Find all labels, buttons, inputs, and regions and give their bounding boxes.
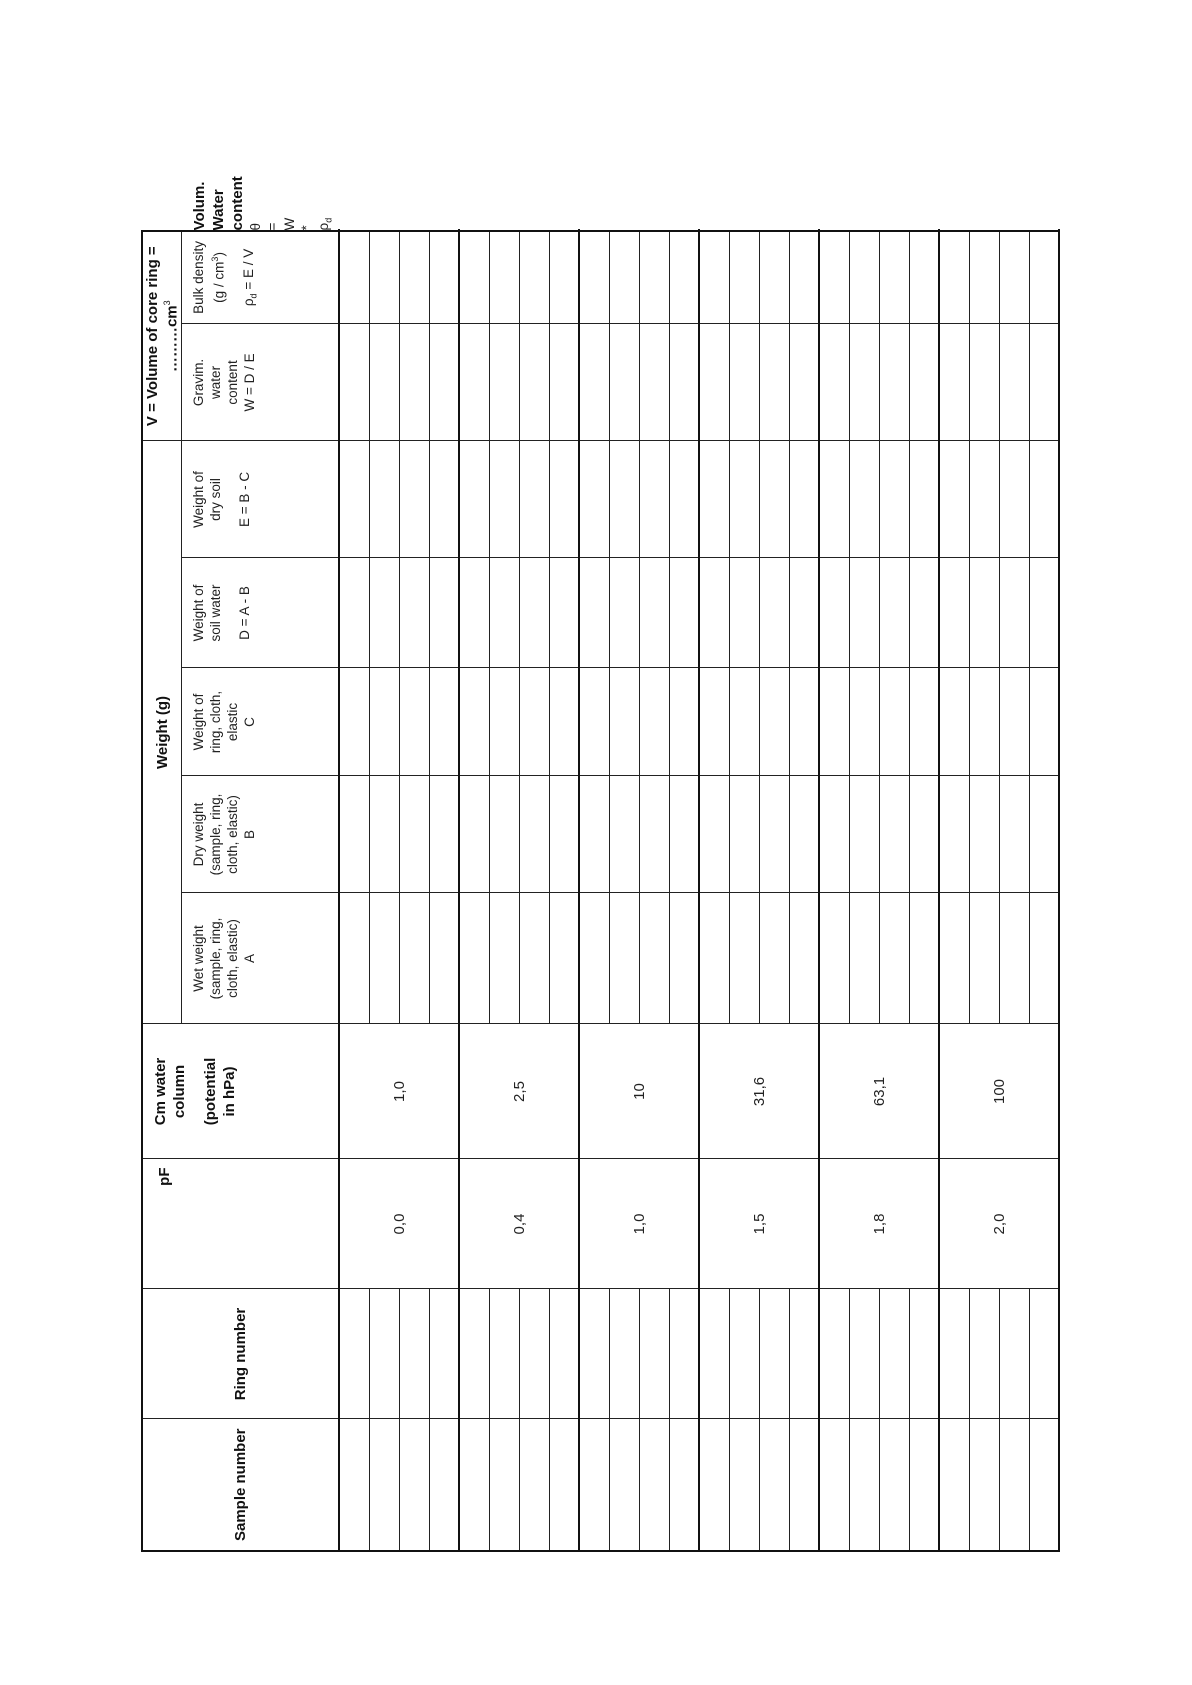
measurement-cell[interactable]: [429, 441, 459, 558]
ring-number-cell[interactable]: [819, 1289, 849, 1419]
measurement-cell[interactable]: [759, 558, 789, 668]
table-row: [1029, 231, 1059, 1551]
ring-number-cell[interactable]: [609, 1289, 639, 1419]
measurement-cell[interactable]: [699, 231, 729, 324]
ring-number-cell[interactable]: [489, 1289, 519, 1419]
measurement-cell[interactable]: [999, 668, 1029, 776]
rotated-form: [141, 176, 1025, 1552]
measurement-cell[interactable]: [969, 558, 999, 668]
table-row: [819, 231, 849, 1551]
sample-number-cell[interactable]: [969, 1419, 999, 1551]
measurement-cell[interactable]: [849, 441, 879, 558]
measurement-cell[interactable]: [939, 558, 969, 668]
measurement-cell[interactable]: [609, 441, 639, 558]
measurement-cell[interactable]: [339, 558, 369, 668]
measurement-cell[interactable]: [939, 776, 969, 893]
sample-number-cell[interactable]: [639, 1419, 669, 1551]
measurement-cell[interactable]: [639, 441, 669, 558]
measurement-cell[interactable]: [339, 893, 369, 1024]
measurement-cell[interactable]: [519, 776, 549, 893]
measurement-cell[interactable]: [729, 776, 759, 893]
measurement-cell[interactable]: [609, 324, 639, 441]
sample-number-cell[interactable]: [699, 1419, 729, 1551]
sample-number-cell[interactable]: [849, 1419, 879, 1551]
ring-number-cell[interactable]: [939, 1289, 969, 1419]
table-row: [969, 231, 999, 1551]
measurement-cell[interactable]: [789, 324, 819, 441]
measurement-cell[interactable]: [699, 558, 729, 668]
measurement-cell[interactable]: [429, 558, 459, 668]
measurement-cell[interactable]: [459, 441, 489, 558]
measurement-cell[interactable]: [339, 776, 369, 893]
measurement-cell[interactable]: [759, 324, 789, 441]
measurement-cell[interactable]: [519, 441, 549, 558]
measurement-cell[interactable]: [999, 231, 1029, 324]
measurement-cell[interactable]: [939, 324, 969, 441]
table-row: [459, 231, 489, 1551]
measurement-cell[interactable]: [1029, 668, 1059, 776]
measurement-cell[interactable]: [549, 776, 579, 893]
measurement-cell[interactable]: [369, 324, 399, 441]
measurement-cell[interactable]: [879, 558, 909, 668]
measurement-cell[interactable]: [909, 668, 939, 776]
measurement-cell[interactable]: [519, 558, 549, 668]
measurement-cell[interactable]: [609, 668, 639, 776]
measurement-cell[interactable]: [609, 893, 639, 1024]
table-row: [519, 231, 549, 1551]
measurement-cell[interactable]: [579, 324, 609, 441]
cm-water-value: 63,1: [819, 1024, 939, 1159]
sample-number-cell[interactable]: [399, 1419, 429, 1551]
measurement-cell[interactable]: [429, 231, 459, 324]
measurement-cell[interactable]: [999, 776, 1029, 893]
measurement-cell[interactable]: [639, 668, 669, 776]
table-row: [849, 231, 879, 1551]
measurement-cell[interactable]: [909, 324, 939, 441]
measurement-cell[interactable]: [399, 324, 429, 441]
table-row: [669, 231, 699, 1551]
sample-number-cell[interactable]: [669, 1419, 699, 1551]
measurement-cell[interactable]: [609, 231, 639, 324]
measurement-cell[interactable]: [849, 231, 879, 324]
sample-number-header: Sample number: [142, 1419, 339, 1551]
measurement-cell[interactable]: [729, 231, 759, 324]
sample-number-cell[interactable]: [369, 1419, 399, 1551]
measurement-cell[interactable]: [729, 558, 759, 668]
measurement-cell[interactable]: [549, 893, 579, 1024]
measurement-cell[interactable]: [879, 441, 909, 558]
table-row: [399, 231, 429, 1551]
measurement-cell[interactable]: [999, 441, 1029, 558]
measurement-cell[interactable]: [369, 558, 399, 668]
measurement-cell[interactable]: [369, 776, 399, 893]
measurement-cell[interactable]: [669, 668, 699, 776]
pf-header: pF: [142, 1159, 339, 1289]
pf-value: 2,0: [939, 1159, 1059, 1289]
ring-number-cell[interactable]: [1029, 1289, 1059, 1419]
table-row: [609, 231, 639, 1551]
measurement-cell[interactable]: [549, 441, 579, 558]
measurement-cell[interactable]: [1029, 324, 1059, 441]
measurement-cell[interactable]: [429, 776, 459, 893]
measurement-cell[interactable]: [789, 441, 819, 558]
ring-number-cell[interactable]: [549, 1289, 579, 1419]
measurement-cell[interactable]: [759, 231, 789, 324]
measurement-cell[interactable]: [699, 668, 729, 776]
measurement-cell[interactable]: [969, 776, 999, 893]
measurement-cell[interactable]: [369, 231, 399, 324]
cm-water-header: Cm water column (potential in hPa): [142, 1024, 339, 1159]
measurement-cell[interactable]: [459, 231, 489, 324]
measurement-cell[interactable]: [579, 776, 609, 893]
measurement-cell[interactable]: [849, 324, 879, 441]
measurement-cell[interactable]: [909, 776, 939, 893]
measurement-cell[interactable]: [849, 893, 879, 1024]
measurement-cell[interactable]: [609, 776, 639, 893]
measurement-cell[interactable]: [939, 231, 969, 324]
sample-number-cell[interactable]: [759, 1419, 789, 1551]
measurement-cell[interactable]: [399, 441, 429, 558]
measurement-cell[interactable]: [459, 558, 489, 668]
measurement-cell[interactable]: [759, 668, 789, 776]
measurement-cell[interactable]: [1029, 893, 1059, 1024]
cm-water-value: 31,6: [699, 1024, 819, 1159]
cm-water-value: 2,5: [459, 1024, 579, 1159]
sample-number-cell[interactable]: [939, 1419, 969, 1551]
measurement-cell[interactable]: [819, 893, 849, 1024]
measurement-cell[interactable]: [459, 893, 489, 1024]
measurement-cell[interactable]: [759, 776, 789, 893]
measurement-cell[interactable]: [489, 668, 519, 776]
bulk-density-header: Bulk density $(g / cm^3)$ $\rho_d = E / V$: [182, 231, 339, 324]
measurement-cell[interactable]: [819, 668, 849, 776]
ring-number-cell[interactable]: [399, 1289, 429, 1419]
measurement-cell[interactable]: [1029, 441, 1059, 558]
measurement-cell[interactable]: [639, 231, 669, 324]
measurement-cell[interactable]: [819, 441, 849, 558]
measurement-cell[interactable]: [759, 893, 789, 1024]
sample-number-cell[interactable]: [879, 1419, 909, 1551]
ring-number-cell[interactable]: [339, 1289, 369, 1419]
table-row: [549, 231, 579, 1551]
measurement-cell[interactable]: [879, 324, 909, 441]
measurement-cell[interactable]: [549, 668, 579, 776]
measurement-cell[interactable]: [519, 893, 549, 1024]
sample-number-cell[interactable]: [999, 1419, 1029, 1551]
sample-number-cell[interactable]: [519, 1419, 549, 1551]
measurement-cell[interactable]: [579, 558, 609, 668]
measurement-cell[interactable]: [909, 558, 939, 668]
measurement-cell[interactable]: [489, 558, 519, 668]
measurement-cell[interactable]: [909, 893, 939, 1024]
measurement-cell[interactable]: [999, 324, 1029, 441]
table-row: [369, 231, 399, 1551]
volume-group-header: V = Volume of core ring = $\dots\dots\dots cm^3$: [142, 231, 182, 441]
ring-number-cell[interactable]: [669, 1289, 699, 1419]
measurement-cell[interactable]: [729, 441, 759, 558]
measurement-cell[interactable]: [699, 324, 729, 441]
measurement-cell[interactable]: [429, 668, 459, 776]
measurement-cell[interactable]: [1029, 231, 1059, 324]
measurement-cell[interactable]: [639, 776, 669, 893]
table-row: [639, 231, 669, 1551]
weight-group-header: Weight (g): [142, 441, 182, 1024]
ring-number-cell[interactable]: [879, 1289, 909, 1419]
measurement-cell[interactable]: [609, 558, 639, 668]
table-row: [939, 231, 969, 1551]
sample-number-cell[interactable]: [1029, 1419, 1059, 1551]
measurement-cell[interactable]: [489, 893, 519, 1024]
table-row: [729, 231, 759, 1551]
measurement-cell[interactable]: [429, 893, 459, 1024]
measurement-cell[interactable]: [1029, 776, 1059, 893]
sample-number-cell[interactable]: [339, 1419, 369, 1551]
ring-number-cell[interactable]: [909, 1289, 939, 1419]
measurement-cell[interactable]: [699, 441, 729, 558]
table-row: [339, 231, 369, 1551]
measurement-cell[interactable]: [699, 893, 729, 1024]
measurement-cell[interactable]: [669, 324, 699, 441]
measurement-cell[interactable]: [729, 893, 759, 1024]
sample-number-cell[interactable]: [909, 1419, 939, 1551]
gravimetric-water-header: Gravim. water content W = D / E: [182, 324, 339, 441]
measurement-cell[interactable]: [969, 231, 999, 324]
sample-number-cell[interactable]: [789, 1419, 819, 1551]
measurement-cell[interactable]: [909, 441, 939, 558]
measurement-cell[interactable]: [789, 893, 819, 1024]
table-row: [579, 231, 609, 1551]
table-row: [699, 231, 729, 1551]
cm-water-value: 100: [939, 1024, 1059, 1159]
measurement-cell[interactable]: [399, 776, 429, 893]
measurement-cell[interactable]: [849, 668, 879, 776]
measurement-cell[interactable]: [459, 668, 489, 776]
table-row: [909, 231, 939, 1551]
measurement-cell[interactable]: [549, 231, 579, 324]
pf-value: 1,8: [819, 1159, 939, 1289]
ring-weight-header: Weight of ring, cloth, elastic C: [182, 668, 339, 776]
measurement-cell[interactable]: [399, 668, 429, 776]
ring-number-cell[interactable]: [789, 1289, 819, 1419]
cm-water-value: 10: [579, 1024, 699, 1159]
measurement-cell[interactable]: [459, 324, 489, 441]
measurement-cell[interactable]: [669, 231, 699, 324]
ring-number-cell[interactable]: [729, 1289, 759, 1419]
measurement-cell[interactable]: [969, 441, 999, 558]
measurement-cell[interactable]: [819, 231, 849, 324]
measurement-cell[interactable]: [939, 668, 969, 776]
measurement-cell[interactable]: [579, 231, 609, 324]
measurement-cell[interactable]: [639, 324, 669, 441]
cm-water-value: 1,0: [339, 1024, 459, 1159]
measurement-cell[interactable]: [489, 324, 519, 441]
ring-number-cell[interactable]: [699, 1289, 729, 1419]
measurement-cell[interactable]: [459, 776, 489, 893]
measurement-cell[interactable]: [399, 558, 429, 668]
measurement-cell[interactable]: [339, 441, 369, 558]
sample-number-cell[interactable]: [819, 1419, 849, 1551]
measurement-cell[interactable]: [429, 324, 459, 441]
measurement-cell[interactable]: [819, 324, 849, 441]
ring-number-header: Ring number: [142, 1289, 339, 1419]
sample-number-cell[interactable]: [729, 1419, 759, 1551]
ring-number-cell[interactable]: [759, 1289, 789, 1419]
dry-weight-header: Dry weight (sample, ring, cloth, elastic) B: [182, 776, 339, 893]
measurement-cell[interactable]: [729, 324, 759, 441]
ring-number-cell[interactable]: [579, 1289, 609, 1419]
table-row: [429, 231, 459, 1551]
wet-weight-header: Wet weight (sample, ring, cloth, elastic) A: [182, 893, 339, 1024]
measurement-cell[interactable]: [849, 558, 879, 668]
measurement-cell[interactable]: [879, 776, 909, 893]
ring-number-cell[interactable]: [639, 1289, 669, 1419]
measurement-cell[interactable]: [789, 776, 819, 893]
ring-number-cell[interactable]: [369, 1289, 399, 1419]
pf-value: 1,5: [699, 1159, 819, 1289]
soil-water-weight-header: Weight of soil water D = A - B: [182, 558, 339, 668]
pf-value: 0,0: [339, 1159, 459, 1289]
measurement-cell[interactable]: [369, 668, 399, 776]
measurement-cell[interactable]: [669, 893, 699, 1024]
measurement-cell[interactable]: [519, 668, 549, 776]
measurement-cell[interactable]: [519, 324, 549, 441]
sample-number-cell[interactable]: [549, 1419, 579, 1551]
measurement-cell[interactable]: [669, 558, 699, 668]
measurement-cell[interactable]: [399, 231, 429, 324]
sample-number-cell[interactable]: [609, 1419, 639, 1551]
measurement-cell[interactable]: [549, 558, 579, 668]
ring-number-cell[interactable]: [969, 1289, 999, 1419]
measurement-cell[interactable]: [519, 231, 549, 324]
measurement-cell[interactable]: [999, 558, 1029, 668]
sample-number-cell[interactable]: [489, 1419, 519, 1551]
measurement-cell[interactable]: [699, 776, 729, 893]
measurement-cell[interactable]: [879, 893, 909, 1024]
measurement-cell[interactable]: [489, 776, 519, 893]
measurement-cell[interactable]: [339, 668, 369, 776]
ring-number-cell[interactable]: [849, 1289, 879, 1419]
measurement-cell[interactable]: [789, 558, 819, 668]
dry-soil-weight-header: Weight of dry soil E = B - C: [182, 441, 339, 558]
measurement-cell[interactable]: [879, 231, 909, 324]
measurement-cell[interactable]: [639, 893, 669, 1024]
measurement-cell[interactable]: [489, 441, 519, 558]
measurement-cell[interactable]: [549, 324, 579, 441]
measurement-cell[interactable]: [999, 893, 1029, 1024]
measurement-cell[interactable]: [819, 558, 849, 668]
ring-number-cell[interactable]: [999, 1289, 1029, 1419]
measurement-cell[interactable]: [489, 231, 519, 324]
measurement-cell[interactable]: [759, 441, 789, 558]
measurement-cell[interactable]: [579, 668, 609, 776]
measurement-cell[interactable]: [729, 668, 759, 776]
measurement-cell[interactable]: [579, 893, 609, 1024]
table-row: [879, 231, 909, 1551]
measurement-cell[interactable]: [879, 668, 909, 776]
soil-water-retention-table: Sample number Ring number pF Cm water column (potential in hPa) Weight (g) V = Volume of core ring = $\dots\dots\dots cm^3$ Wet weight (sample, ring, cloth, elastic) A Dry weight (sample, ring, cloth, elastic) B Weight of ring, cloth, elastic C Weight of soil water D = A - B Weight of dry soil E = B - C Gravim. water content W = D / E Bulk density $(g / cm^3)$ $\rho_d = E / V$ Volum. Water content $\theta = W * \rho_d$ 0,0 1,0 0,4 2,5 1,0 10 1,5 31,6 1,8 63,1 2,0 100: [141, 230, 1060, 1552]
measurement-cell[interactable]: [969, 893, 999, 1024]
measurement-cell[interactable]: [669, 441, 699, 558]
pf-value: 0,4: [459, 1159, 579, 1289]
measurement-cell[interactable]: [849, 776, 879, 893]
measurement-cell[interactable]: [579, 441, 609, 558]
measurement-cell[interactable]: [969, 324, 999, 441]
table-row: [489, 231, 519, 1551]
measurement-cell[interactable]: [669, 776, 699, 893]
measurement-cell[interactable]: [939, 893, 969, 1024]
sample-number-cell[interactable]: [459, 1419, 489, 1551]
sample-number-cell[interactable]: [579, 1419, 609, 1551]
table-row: [789, 231, 819, 1551]
measurement-cell[interactable]: [819, 776, 849, 893]
measurement-cell[interactable]: [399, 893, 429, 1024]
measurement-cell[interactable]: [969, 668, 999, 776]
ring-number-cell[interactable]: [459, 1289, 489, 1419]
measurement-cell[interactable]: [369, 441, 399, 558]
ring-number-cell[interactable]: [429, 1289, 459, 1419]
table-row: [999, 231, 1029, 1551]
measurement-cell[interactable]: [339, 324, 369, 441]
measurement-cell[interactable]: [789, 668, 819, 776]
measurement-cell[interactable]: [369, 893, 399, 1024]
ring-number-cell[interactable]: [519, 1289, 549, 1419]
table-row: [759, 231, 789, 1551]
pf-value: 1,0: [579, 1159, 699, 1289]
sample-number-cell[interactable]: [429, 1419, 459, 1551]
measurement-cell[interactable]: [1029, 558, 1059, 668]
measurement-cell[interactable]: [789, 231, 819, 324]
measurement-cell[interactable]: [909, 231, 939, 324]
measurement-cell[interactable]: [939, 441, 969, 558]
measurement-cell[interactable]: [339, 231, 369, 324]
measurement-cell[interactable]: [639, 558, 669, 668]
